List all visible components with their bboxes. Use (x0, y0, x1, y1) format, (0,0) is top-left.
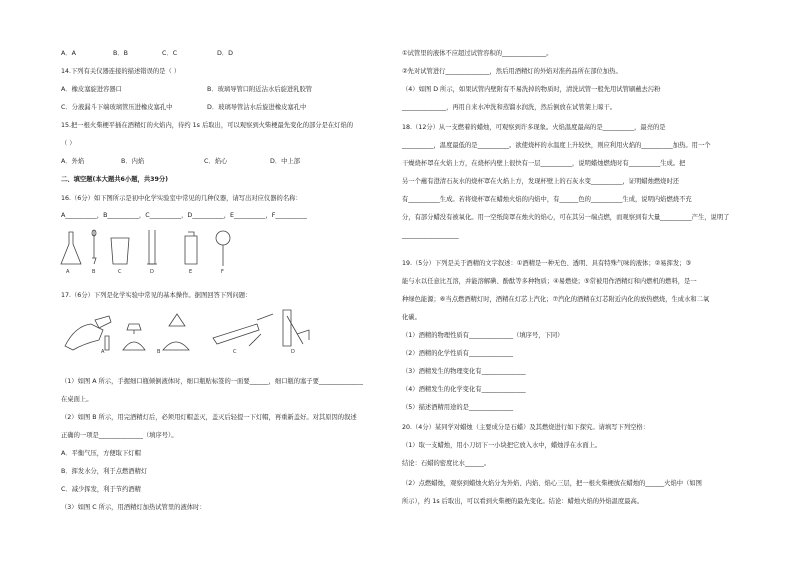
q16-stem: 16.（6分）如下图所示是初中化学实验室中常见的几种仪器，请写出对应仪器的名称： (61, 195, 302, 202)
q15-paren: （ ） (61, 140, 76, 147)
q17-part2-option-a: A．平衡气压，方便取下灯帽 (61, 450, 141, 457)
q17-part4-line2: ______________，再用自来水冲洗和蒸馏水润洗，然后倒放在试管架上晾干。 (402, 104, 617, 111)
q17-3-sub1: ①试管里的液体不应超过试管容积的______________。 (402, 50, 553, 57)
alcohol-lamp-icon (123, 342, 145, 350)
flame-icon (169, 314, 185, 326)
q17-stem: 17.（6分）下列是化学实验中常见的基本操作。据图回答下列问题： (61, 292, 252, 299)
q16-label-b: B (92, 269, 96, 275)
q18-line2: __________，温度最低的是__________。欲使烧杯的水温度上升较快，则应利用火焰的__________加热。用一个 (402, 142, 711, 149)
q20-stem: 20.（4分）某同学对蜡烛（主要成分是石蜡）及其燃烧进行如下探究。请填写下列空格： (402, 424, 650, 431)
q18-line6: 分，有部分蜡没有被氧化。用一空纸筒罩在烛火的焰心，可在其另一端点燃，而观察到有大量__________产生，说明了 (402, 214, 730, 221)
q17-part1-line2: 在桌面上。 (61, 396, 93, 403)
q20-part2-line2: 所示），约 1s 后取出，可以看到火柴梗的最先变化。结论：蜡烛火焰的外焰温度最高。 (402, 498, 644, 505)
q15-stem: 15.把一根火柴梗平插在酒精灯的火焰内，待约 1s 后取出，可以观察到火柴梗最先变化的部分是在灯焰的 (61, 122, 354, 129)
q20-part2-line1: （2）点燃蜡烛，观察到蜡烛火焰分为外焰、内焰、焰心三层，把一根火柴梗放在蜡烛的______火焰中（如图 (402, 480, 702, 487)
q17-part2-line2: 正确的一项是______________（填序号）。 (61, 432, 178, 439)
q17-part3: （3）如图 C 所示，用酒精灯加热试管里的液体时： (61, 504, 206, 511)
q14-option-a: A．橡皮塞旋进容器口 (61, 86, 122, 93)
q16-label-a: A (66, 269, 70, 275)
q16-label-d: D (150, 269, 154, 275)
q14-option-c: C．分液漏斗下端玻璃管压进橡皮塞孔中 (61, 104, 173, 111)
separatory-funnel-icon (216, 231, 230, 245)
q19-part1: （1）酒精的物理性质有______________（填序号，下同） (402, 332, 564, 339)
q16-label-c: C (118, 269, 122, 275)
q19-part4: （4）酒精发生的化学变化有______________ (402, 386, 526, 393)
q14-stem: 14.下列有关仪器连接的描述错误的是（ ） (61, 68, 181, 75)
hand-pouring-icon (65, 324, 103, 350)
beaker-icon (111, 238, 129, 264)
conical-flask-icon (61, 232, 81, 264)
q17-label-a: A (101, 349, 105, 355)
q17-label-c: C (233, 349, 237, 355)
q19-part2: （2）酒精的化学性质有______________ (402, 350, 514, 357)
q17-part2-option-b: B．挥发水分，利于点燃酒精灯 (61, 468, 148, 475)
q16-blanks: A__________，B__________，C__________，D__________，E__________，F__________ (61, 212, 307, 219)
q19-part5: （5）描述酒精用途的是______________ (402, 404, 514, 411)
heating-test-tube-icon (213, 324, 259, 344)
q19-line3: 种绿色能源；⑥当点燃酒精灯时，酒精在灯芯上汽化；⑦汽化的酒精在灯芯附近内化的放热燃烧，生成水和二氧 (402, 296, 710, 303)
q15-option-c: C．焰心 (204, 158, 228, 165)
section-fill-in-title: 二、填空题(本大题共6小题，共39分) (61, 176, 169, 183)
q14-option-b: B．玻璃导管口附近沾水后旋进乳胶管 (207, 86, 313, 93)
q15-option-d: D．中上部 (270, 158, 301, 165)
q15-option-a: A．外焰 (61, 158, 85, 165)
q13-option-b: B．B (113, 50, 128, 57)
q17-part2-option-c: C．减少挥发，利于节约酒精 (61, 486, 141, 493)
q13-option-c: C．C (162, 50, 178, 57)
q16-label-e: E (189, 269, 193, 275)
q13-option-d: D．D (217, 50, 233, 57)
q17-label-b: B (157, 349, 161, 355)
lamp-cap-icon (127, 324, 141, 330)
q17-part4-line1: （4）如图 D 所示，如果试管内壁附有不易洗掉的物质时，清洗试管一般先用试管刷蘸去污粉 (402, 86, 661, 93)
q19-part3: （3）酒精发生的物理变化有______________ (402, 368, 526, 375)
q17-3-sub2: ②先对试管进行______________，然后用酒精灯的外焰对准药品所在部位加热。 (402, 68, 622, 75)
graduated-cylinder-icon (149, 230, 155, 264)
reagent-bottle-icon (185, 232, 197, 264)
q20-part1: （1）取一支蜡烛，用小刀切下一小块把它放入水中，蜡烛浮在水面上。 (402, 442, 602, 449)
q20-part1-conclusion: 结论：石蜡的密度比水______。 (402, 460, 491, 467)
q19-line4: 化碳。 (402, 314, 421, 321)
q17-part1-line1: （1）如图 A 所示，手握细口瓶倾倒液体时，细口瓶贴标签的一面要______，细口瓶的塞子要______________ (61, 378, 363, 385)
q18-line4: 另一个蘸有澄清石灰水的烧杯罩在火焰上方，发现杯壁上的石灰水变__________，证明蜡烛燃烧时还 (402, 178, 680, 185)
q15-option-b: B．内焰 (121, 158, 145, 165)
q18-line5: 有__________生成。若将烧杯罩在蜡烛火焰的内焰中，有______色的__________生成，说明内焰燃烧不充 (402, 196, 692, 203)
q17-operations-figure (61, 306, 311, 356)
q18-line7: __________________ (402, 232, 459, 239)
q14-option-d: D．玻璃导管沾水后旋进橡皮塞孔中 (207, 104, 307, 111)
q19-line1: 19.（5分）下列是关于酒精的文字叙述：①酒精是一种无色、透明、具有特殊气味的液体；②易挥发；③ (402, 260, 692, 267)
q16-label-f: F (221, 269, 224, 275)
cleaning-test-tube-icon (283, 310, 291, 346)
q18-line3: 干燥烧杯罩在火焰上方，在烧杯内壁上很快有一层__________，说明蜡烛燃烧时有__________生成。把 (402, 160, 686, 167)
q18-line1: 18.（12分）从一支燃着的蜡烛，可观察到许多现象。火焰温度最高的是__________，最亮的是 (402, 124, 666, 131)
q13-option-a: A．A (61, 50, 76, 57)
q17-label-d: D (291, 349, 295, 355)
q19-line2: 能与水以任意比互溶，并能溶解碘、酚酞等多种物质；④易燃烧；⑤常被用作酒精灯和内燃机的燃料，是一 (402, 278, 697, 285)
q17-part2-line1: （2）如图 B 所示，用完酒精灯后，必须用灯帽盖灭，盖灭后轻提一下灯帽，再重新盖好。对其原因的叙述 (61, 414, 357, 421)
alcohol-lamp-icon-2 (163, 342, 189, 350)
